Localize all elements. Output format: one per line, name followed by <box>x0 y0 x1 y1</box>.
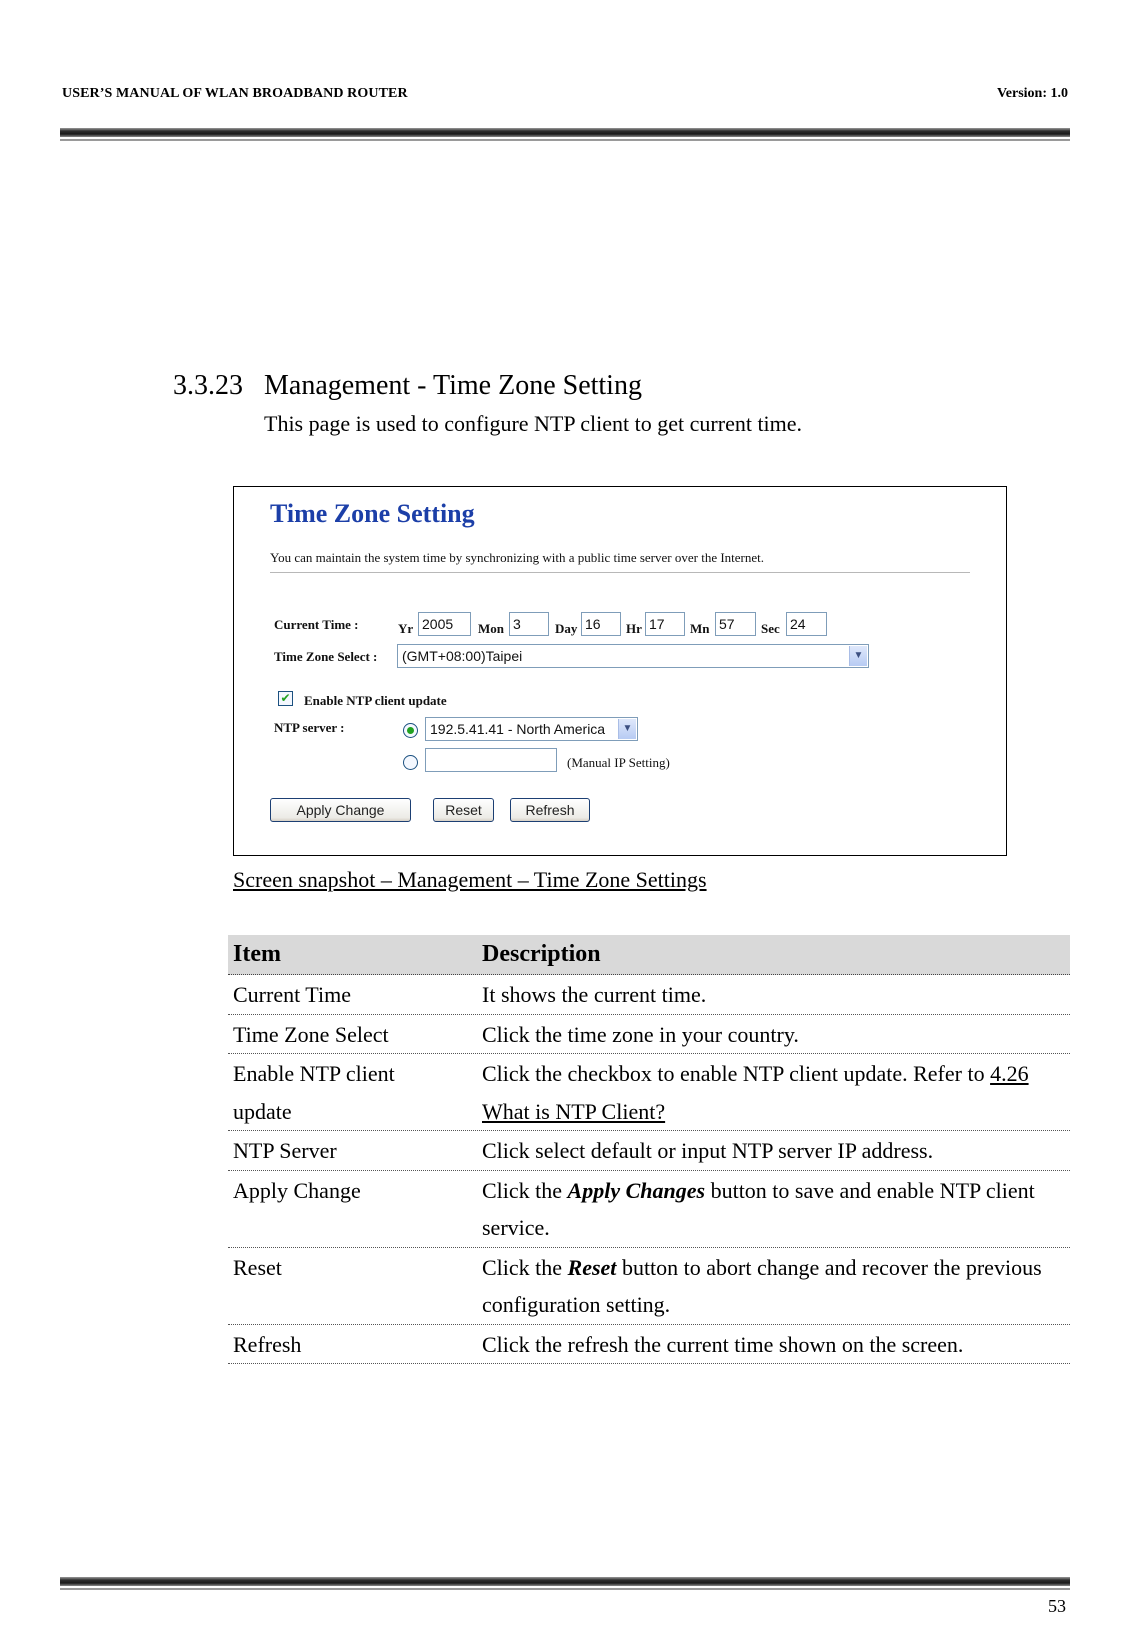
tz-divider <box>270 572 970 573</box>
row-description-text: Click the <box>482 1254 568 1280</box>
row-description-emphasis: Apply Changes <box>567 1177 706 1203</box>
header-rule <box>60 128 1070 137</box>
row-description-text: Click the checkbox to enable NTP client update. Refer to <box>482 1061 991 1086</box>
refresh-button[interactable]: Refresh <box>510 798 590 822</box>
time-zone-select-label: Time Zone Select : <box>274 649 378 664</box>
ntp-server-value: 192.5.41.41 - North America <box>430 721 606 737</box>
day-input[interactable]: 16 <box>581 612 621 636</box>
manual-header-title: USER’S MANUAL OF WLAN BROADBAND ROUTER <box>62 86 408 101</box>
row-item: Enable NTP client update <box>233 1061 395 1124</box>
row-item: Apply Change <box>233 1177 361 1203</box>
row-description-text: button to save and enable NTP client service. <box>482 1177 1035 1240</box>
row-item: Refresh <box>233 1331 302 1357</box>
page-number: 53 <box>1048 1596 1066 1616</box>
month-input[interactable]: 3 <box>509 612 549 636</box>
row-description: Click select default or input NTP server IP address. <box>482 1138 934 1163</box>
row-description: It shows the current time. <box>482 982 707 1007</box>
ntp-server-select[interactable] <box>425 717 638 741</box>
table-row <box>228 1054 1070 1131</box>
row-description-text: button to abort change and recover the previous configuration setting. <box>482 1254 1042 1317</box>
row-description <box>482 1172 1064 1247</box>
time-zone-select[interactable] <box>397 644 869 668</box>
time-zone-value: (GMT+08:00)Taipei <box>402 648 523 664</box>
year-input[interactable]: 2005 <box>418 612 471 636</box>
footer-rule <box>60 1577 1070 1586</box>
table-row <box>228 1248 1070 1325</box>
row-description <box>482 1249 1064 1324</box>
header-item: Item <box>233 941 281 967</box>
table-row <box>228 1325 1070 1365</box>
row-item: Reset <box>233 1254 282 1280</box>
table-header-row <box>228 935 1070 975</box>
tz-page-intro: You can maintain the system time by synchronizing with a public time server over the Internet. <box>270 550 765 565</box>
ntp-manual-ip-input[interactable] <box>425 748 557 772</box>
current-time-label: Current Time : <box>274 617 359 632</box>
day-unit-label: Day <box>555 621 578 636</box>
radio-selected-dot <box>407 727 414 734</box>
reset-button[interactable]: Reset <box>433 798 494 822</box>
enable-ntp-checkbox[interactable]: ✔ <box>278 691 293 706</box>
row-description: Click the refresh the current time shown on the screen. <box>482 1331 964 1357</box>
second-unit-label: Sec <box>761 621 780 636</box>
time-zone-screenshot <box>233 486 1007 856</box>
table-row <box>228 1015 1070 1055</box>
chevron-down-icon[interactable]: ▼ <box>618 719 636 739</box>
section-intro: This page is used to configure NTP client to get current time. <box>264 411 803 436</box>
footer-rule-thin <box>60 1588 1070 1590</box>
table-row <box>228 1131 1070 1171</box>
row-description-text: Click the <box>482 1177 568 1203</box>
section-title: Management - Time Zone Setting <box>264 370 642 401</box>
minute-unit-label: Mn <box>690 621 710 636</box>
tz-page-title: Time Zone Setting <box>270 499 475 528</box>
month-unit-label: Mon <box>478 621 504 636</box>
apply-change-button[interactable]: Apply Change <box>270 798 411 822</box>
year-unit-label: Yr <box>398 621 414 636</box>
hour-input[interactable]: 17 <box>645 612 685 636</box>
manual-version: Version: 1.0 <box>996 86 1068 101</box>
table-row <box>228 975 1070 1015</box>
manual-ip-label: (Manual IP Setting) <box>567 755 670 770</box>
enable-ntp-label: Enable NTP client update <box>304 693 447 708</box>
chevron-down-icon[interactable]: ▼ <box>849 646 867 666</box>
section-number: 3.3.23 <box>173 370 243 401</box>
row-item: Time Zone Select <box>233 1021 389 1047</box>
table-row <box>228 1171 1070 1248</box>
minute-input[interactable]: 57 <box>715 612 756 636</box>
hour-unit-label: Hr <box>626 621 642 636</box>
row-description <box>482 1055 1064 1130</box>
header-rule-thin <box>60 139 1070 141</box>
ntp-manual-radio[interactable] <box>403 755 418 770</box>
ntp-client-reference-link[interactable]: 4.26 What is NTP Client? <box>482 1061 1029 1124</box>
row-item: NTP Server <box>233 1138 337 1163</box>
header-description: Description <box>482 941 601 967</box>
item-description-table <box>228 935 1070 1364</box>
row-description-emphasis: Reset <box>567 1254 617 1280</box>
ntp-server-label: NTP server : <box>274 720 345 735</box>
second-input[interactable]: 24 <box>786 612 827 636</box>
row-description: Click the time zone in your country. <box>482 1021 799 1047</box>
row-item: Current Time <box>233 982 351 1007</box>
figure-caption: Screen snapshot – Management – Time Zone Settings <box>233 867 707 892</box>
ntp-default-radio[interactable] <box>403 723 418 738</box>
